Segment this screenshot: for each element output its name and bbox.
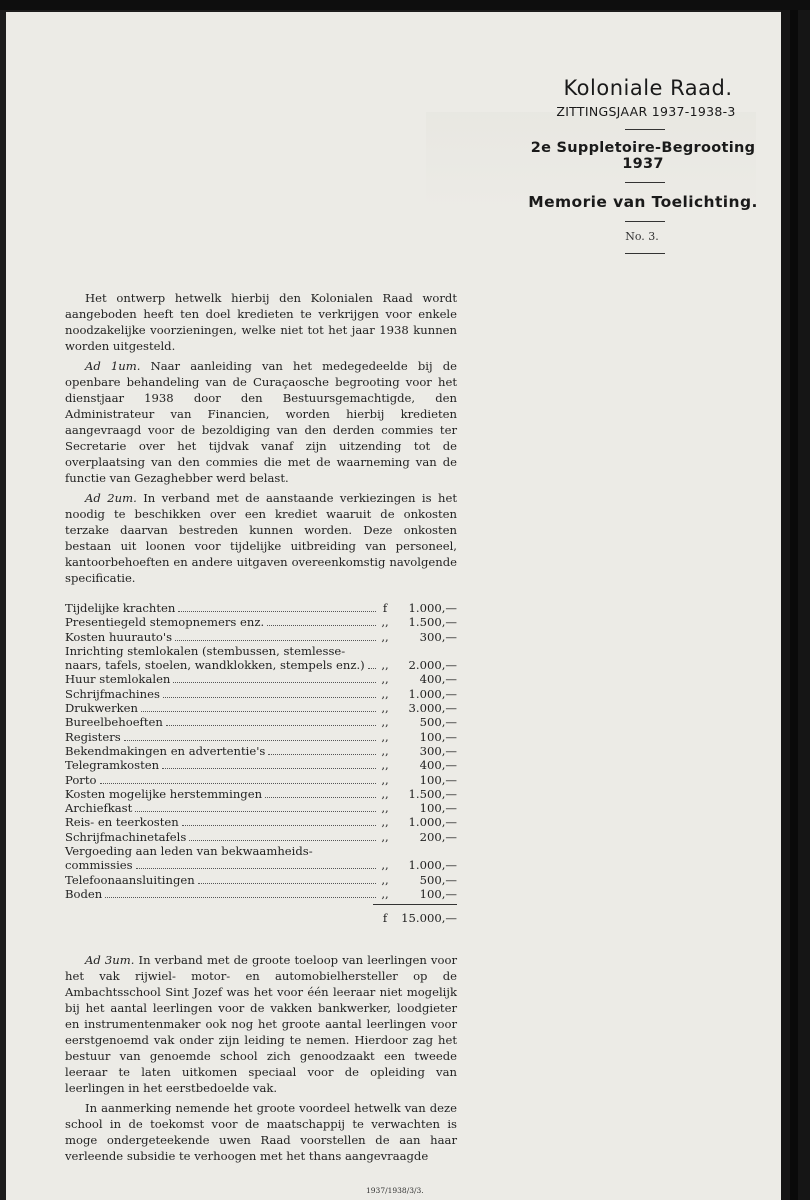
spec-row	[65, 671, 457, 685]
spec-currency: ,,	[381, 686, 389, 701]
intro-paragraph: Het ontwerp hetwelk hierbij den Kolonialen Raad wordt aangeboden heeft ten doel kredieten te verkrijgen voor enkele noodzakelijke voorzieningen, welke niet tot het jaar 1938 kunnen worden uitgesteld.	[65, 291, 457, 353]
spec-label: Archiefkast	[65, 801, 133, 816]
spec-label: Bureelbehoeften	[65, 715, 163, 730]
spec-amount: 400,—	[419, 672, 457, 687]
spec-amount: 3.000,—	[408, 701, 457, 716]
leader-dots	[135, 811, 376, 812]
leader-dots	[267, 625, 376, 626]
spec-currency: ,,	[381, 772, 389, 787]
ad1-text: Naar aanleiding van het medegedeelde bij de openbare behandeling van de Curaçaosche begrooting voor het dienstjaar 1938 door den Bestuursgemachtigde, den Administrateur van Financien, worden hierbij kredieten aangevraagd voor de bezoldiging van den derden commies ter Secretarie over het tijdvak vanaf zijn uitzending tot de overplaatsing van den commies die met de waarneming van de functie van Gezaghebber werd belast.	[65, 359, 457, 485]
spec-currency: ,,	[381, 758, 389, 773]
leader-dots	[124, 740, 376, 741]
spec-currency: ,,	[381, 801, 389, 816]
spec-amount: 1.000,—	[408, 858, 457, 873]
spec-amount: 500,—	[419, 715, 457, 730]
document-header	[483, 76, 773, 264]
spec-row	[65, 757, 457, 771]
spec-label: Bekendmakingen en advertentie's	[65, 743, 266, 758]
spec-row	[65, 600, 457, 614]
spec-row	[65, 643, 457, 657]
spec-currency: ,,	[381, 672, 389, 687]
spec-label: Inrichting stemlokalen (stembussen, stemlesse-	[65, 643, 346, 658]
document-body	[65, 290, 457, 1164]
spec-amount: 1.500,—	[408, 615, 457, 630]
leader-dots	[162, 768, 376, 769]
closing-section	[65, 952, 457, 1164]
spec-row	[65, 843, 457, 857]
spec-amount: 100,—	[419, 729, 457, 744]
spec-amount: 1.000,—	[408, 686, 457, 701]
leader-dots	[189, 840, 376, 841]
spec-currency: ,,	[381, 729, 389, 744]
leader-dots	[265, 797, 376, 798]
header-divider	[625, 221, 665, 222]
spec-label: Kosten mogelijke herstemmingen	[65, 786, 263, 801]
session-line: ZITTINGSJAAR 1937-1938-3	[556, 104, 736, 119]
spec-currency: ,,	[381, 658, 389, 673]
spec-currency: ,,	[381, 743, 389, 758]
leader-dots	[182, 825, 376, 826]
leader-dots	[268, 754, 376, 755]
spec-row	[65, 657, 457, 671]
spec-amount: 100,—	[419, 801, 457, 816]
council-title: Koloniale Raad.	[563, 76, 733, 100]
memorie-title: Memorie van Toelichting.	[528, 193, 758, 211]
leader-dots	[105, 897, 376, 898]
scan-top-border	[0, 0, 810, 10]
spec-currency: ,,	[381, 829, 389, 844]
header-divider	[625, 182, 665, 183]
spec-currency: ,,	[381, 872, 389, 887]
spec-label: Telefoonaansluitingen	[65, 872, 195, 887]
ad3-text: In verband met de groote toeloop van leerlingen voor het vak rijwiel- motor- en automobielhersteller op de Ambachtsschool Sint Jozef was het voor één leeraar niet mogelijk bij het aantal leerlingen voor de vakken bankwerker, loodgieter en instrumentenmaker ook nog het groote aantal leerlingen voor eerstgenoemd vak onder zijn leiding te nemen. Hierdoor zag het bestuur van genoemde school zich genoodzaakt een tweede leeraar te laten uitkomen speciaal voor de opleiding van leerlingen in het eerstbedoelde vak.	[65, 953, 457, 1096]
ad2-paragraph	[65, 490, 457, 586]
spec-label: Huur stemlokalen	[65, 672, 171, 687]
ad3-label: Ad 3um.	[85, 953, 135, 968]
leader-dots	[163, 697, 376, 698]
spec-amount: 2.000,—	[408, 658, 457, 673]
spec-label: Drukwerken	[65, 701, 139, 716]
spec-label: naars, tafels, stoelen, wandklokken, stempels enz.)	[65, 658, 365, 673]
document-number: No. 3.	[625, 230, 659, 243]
leader-dots	[100, 783, 377, 784]
spec-amount: 100,—	[419, 886, 457, 901]
spec-row	[65, 614, 457, 628]
spec-row	[65, 714, 457, 728]
spec-amount: 200,—	[419, 829, 457, 844]
spec-label: Telegramkosten	[65, 758, 160, 773]
leader-dots	[198, 883, 376, 884]
spec-row	[65, 729, 457, 743]
spec-row	[65, 872, 457, 886]
spec-label: Schrijfmachinetafels	[65, 829, 187, 844]
closing-paragraph: In aanmerking nemende het groote voordeel hetwelk van deze school in de toekomst voor de maatschappij te verwachten is moge ondergeteekende uwen Raad voorstellen de aan haar verleende subsidie te verhoogen met het thans aangevraagde	[65, 1101, 457, 1164]
spec-currency: ,,	[381, 786, 389, 801]
ad3-paragraph	[65, 952, 457, 1096]
leader-dots	[175, 640, 376, 641]
ad1-paragraph	[65, 358, 457, 486]
spec-currency: ,,	[381, 886, 389, 901]
spec-label: Presentiegeld stemopnemers enz.	[65, 615, 265, 630]
ad1-label: Ad 1um.	[85, 359, 141, 373]
header-divider	[625, 129, 665, 130]
leader-dots	[368, 668, 376, 669]
spec-label: Tijdelijke krachten	[65, 601, 176, 615]
spec-currency: f	[382, 601, 388, 615]
spec-currency: ,,	[381, 815, 389, 830]
spec-row	[65, 743, 457, 757]
spec-row	[65, 772, 457, 786]
spec-amount: 500,—	[419, 872, 457, 887]
spec-amount: 1.000,—	[408, 601, 457, 615]
spec-currency: ,,	[381, 701, 389, 716]
spec-amount: 300,—	[419, 743, 457, 758]
spec-label: Schrijfmachines	[65, 686, 160, 701]
spec-label: Registers	[65, 729, 121, 744]
spec-currency: ,,	[381, 615, 389, 630]
spec-amount: 400,—	[419, 758, 457, 773]
supplement-title: 2e Suppletoire-Begrooting 1937	[530, 140, 756, 172]
spec-label: Porto	[65, 772, 97, 787]
spec-label: Boden	[65, 886, 103, 901]
total-rule	[373, 904, 457, 905]
spec-row	[65, 886, 457, 900]
leader-dots	[173, 682, 376, 683]
spec-currency: ,,	[381, 858, 389, 873]
spec-label: commissies	[65, 858, 133, 873]
spec-row	[65, 800, 457, 814]
leader-dots	[141, 711, 376, 712]
spec-row	[65, 829, 457, 843]
ad2-text: In verband met de aanstaande verkiezingen is het noodig te beschikken over een krediet waaruit de onkosten terzake daarvan bestreden kunnen worden. Deze onkosten bestaan uit loonen voor tijdelijke uitbreiding van personeel, kantoorbehoeften en andere uitgaven overeenkomstig navolgende specificatie.	[65, 491, 458, 585]
leader-dots	[178, 611, 376, 612]
page-footer-code: 1937/1938/3/3.	[366, 1186, 424, 1195]
spec-amount: 1.500,—	[408, 786, 457, 801]
spec-row	[65, 857, 457, 871]
spec-currency: ,,	[381, 715, 389, 730]
specification-total	[65, 910, 457, 926]
spec-label: Vergoeding aan leden van bekwaamheids-	[65, 844, 313, 859]
spec-label: Kosten huurauto's	[65, 629, 173, 644]
spec-currency: ,,	[381, 629, 389, 644]
ad2-label: Ad 2um.	[85, 491, 137, 505]
leader-dots	[166, 725, 376, 726]
leader-dots	[136, 868, 376, 869]
header-divider	[625, 253, 665, 254]
spec-amount: 300,—	[419, 629, 457, 644]
spec-row	[65, 629, 457, 643]
scan-right-edge	[790, 10, 798, 1200]
document-page	[6, 12, 781, 1200]
spec-label: Reis- en teerkosten	[65, 815, 179, 830]
total-amount: 15.000,—	[401, 911, 457, 926]
total-currency: f	[382, 911, 388, 926]
spec-amount: 100,—	[419, 772, 457, 787]
spec-row	[65, 686, 457, 700]
specification-table	[65, 600, 457, 900]
spec-row	[65, 700, 457, 714]
spec-row	[65, 814, 457, 828]
spec-row	[65, 786, 457, 800]
spec-amount: 1.000,—	[408, 815, 457, 830]
